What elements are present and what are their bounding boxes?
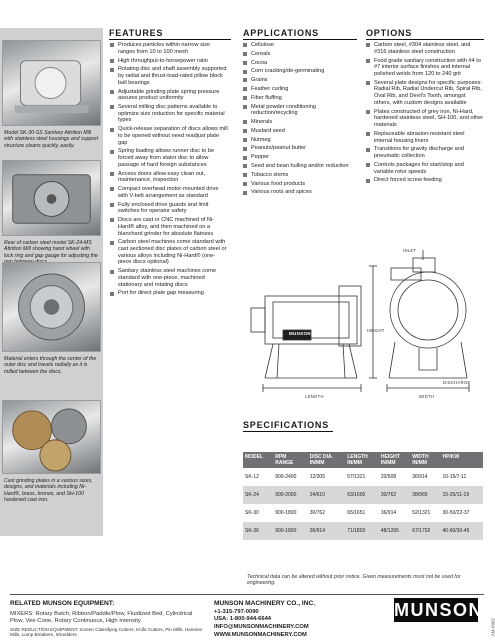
feature-item: Discs are cast or CNC machined of Ni-Hard® alloy, and then machined on a blanchard grinder for absolute flatness — [110, 217, 228, 237]
phone-number: +1-315-797-0090 — [214, 609, 259, 615]
features-heading: FEATURES — [109, 28, 231, 40]
table-cell: 52/1321 — [412, 510, 431, 516]
options-list — [366, 42, 484, 186]
application-item: Peanuts/peanut butter — [243, 145, 355, 152]
application-item: Various food products — [243, 181, 355, 188]
application-item: Mustard seed — [243, 128, 355, 135]
application-item: Metal powder conditioning reduction/recycling — [243, 104, 355, 117]
table-cell: SK-36 — [243, 522, 273, 540]
dimension-diagram — [243, 238, 483, 418]
grinding-plates-photo — [2, 400, 101, 474]
rear-mill-photo — [2, 160, 101, 236]
table-cell: 24/610 — [308, 486, 345, 504]
application-item: Tobacco stems — [243, 172, 355, 179]
feature-item: Produces particles within narrow size ranges from 10 to 100 mesh — [110, 42, 228, 55]
table-row — [243, 486, 483, 504]
diagram-brand-label: MUNSON — [289, 331, 311, 336]
table-cell: 40-60/30-45 — [441, 522, 484, 540]
table-cell: 20/508 — [380, 474, 397, 480]
table-cell: SK-12 — [245, 474, 259, 480]
header-height: HEIGHT IN/MM — [379, 452, 410, 468]
spec-header-row — [243, 452, 483, 468]
feature-item: Access doors allow easy clean out, maintenance, inspection — [110, 171, 228, 184]
option-item: Replaceable abrasion-resistant steel internal housing liners — [366, 131, 484, 144]
table-cell: 12/305 — [309, 474, 325, 480]
application-item: Various roots and spices — [243, 189, 355, 196]
features-list — [110, 42, 228, 299]
table-row — [243, 504, 483, 522]
diagram-length-label: LENGTH — [305, 394, 324, 399]
photo-caption-1: Model SK-30-SS Sanitary Attrition Mill with stainless steel housings and support structure cleans quickly, easily. — [4, 130, 99, 149]
table-cell: 65/1651 — [347, 510, 366, 516]
diagram-width-label: WIDTH — [419, 394, 435, 399]
application-item: Cellulose — [243, 42, 355, 49]
feature-item: Compact overhead motor-mounted drive with V-belt arrangement as standard — [110, 186, 228, 199]
document-id: AM-0902 — [490, 618, 495, 637]
company-name: MUNSON MACHINERY CO., INC. — [214, 600, 316, 607]
application-item: Fiber fluffing — [243, 95, 355, 102]
application-item: Corn cracking/de-germinating — [243, 68, 355, 75]
sanitary-mill-photo — [2, 40, 101, 126]
feature-item: Several milling disc patterns available to optimize size reduction for specific material types — [110, 104, 228, 124]
table-row — [243, 468, 483, 486]
email-link[interactable]: INFO@MUNSONMACHINERY.COM — [214, 624, 309, 630]
option-item: Food grade sanitary construction with #4 to #7 interior surface finishes and internal polished welds from 120 to 240 grit — [366, 58, 484, 78]
table-cell: 36/914 — [380, 510, 397, 516]
option-item: Carbon steel, #304 stainless steel, and #316 stainless steel construction — [366, 42, 484, 55]
table-cell: 900-1800 — [273, 522, 307, 540]
option-item: Direct forced screw feeding — [366, 177, 484, 184]
photo-caption-3: Material enters through the center of the outer disc and travels radially as it is milled between the discs. — [4, 356, 97, 375]
footer-divider — [10, 594, 484, 595]
option-item: Several plate designs for specific purposes: Radial Rib, Radial Undercut Rib, Spiral Rib, Oval Rib, and Devil's Tooth, amongst others, with custom designs available — [366, 80, 484, 107]
table-cell: 900-2400 — [275, 474, 297, 480]
header-width: WIDTH IN/MM — [410, 452, 440, 468]
specifications-heading: SPECIFICATIONS — [243, 420, 333, 432]
feature-item: High throughput-to-horsepower ratio — [110, 58, 228, 65]
photo-caption-4: Cast grinding plates in a various sizes, designs, and materials including Ni-Hard®, brass, bronze, and SH-100 hardened cast iron. — [4, 478, 93, 504]
open-mill-photo — [2, 262, 101, 352]
application-item: Nutmeg — [243, 137, 355, 144]
table-cell: 30-50/22-37 — [442, 510, 470, 516]
diagram-discharge-label: DISCHARGE — [443, 380, 471, 385]
diagram-inlet-label: INLET — [403, 248, 417, 253]
specifications-table — [243, 452, 483, 540]
table-cell: 36/914 — [308, 522, 345, 540]
table-cell: 36/914 — [412, 474, 428, 480]
table-cell: 67/1702 — [410, 522, 440, 540]
feature-item: Rotating disc and shaft assembly supported by radial and thrust-load-rated pillow block ball bearings — [110, 66, 228, 86]
table-cell: 900-1800 — [275, 510, 297, 516]
options-heading: OPTIONS — [366, 28, 484, 40]
option-item: Controls packages for start/stop and variable rotor speeds — [366, 162, 484, 175]
application-item: Grains — [243, 77, 355, 84]
table-cell: 48/1265 — [379, 522, 410, 540]
table-cell: 15-25/11-19 — [441, 486, 484, 504]
table-cell: 10-15/7-11 — [442, 474, 467, 480]
feature-item: Port for direct plate gap measuring — [110, 290, 228, 297]
application-item: Cocoa — [243, 60, 355, 67]
technical-data-note: Technical data can be altered without prior notice. Given measurements must not be used for engineering. — [247, 574, 461, 587]
application-item: Pepper — [243, 154, 355, 161]
table-cell: 30/762 — [309, 510, 325, 516]
photo-caption-2: Rear of carbon steel model SK-24-MS Attrition Mill showing hand wheel with lock ring and gap gauge for adjusting the — [4, 240, 98, 259]
option-item: Plates constructed of grey iron, Ni-Hard, hardened stainless steel, SH-100, and other materials — [366, 109, 484, 129]
table-row — [243, 522, 483, 540]
application-item: Seed and bean hulling and/or reduction — [243, 163, 355, 170]
applications-list — [243, 42, 355, 198]
table-cell: SK-24 — [243, 486, 273, 504]
header-hp-kw: HP/KW — [441, 452, 484, 468]
related-equipment-title: RELATED MUNSON EQUIPMENT: — [10, 600, 115, 607]
option-item: Transitions for gravity discharge and pneumatic collection — [366, 146, 484, 159]
table-cell: 71/1803 — [345, 522, 379, 540]
header-disc-dia: DISC DIA. IN/MM — [308, 452, 345, 468]
mixers-text: MIXERS: Rotary Batch, Ribbon/Paddle/Plow, Fluidized Bed, Cylindrical Plow, Vee-Cone, Rotary Continuous, High Intensity — [10, 611, 193, 625]
diagram-height-label: HEIGHT — [367, 328, 385, 333]
feature-item: Spring loading allows runner disc to be forced away from stator disc to allow passage of hard foreign substances — [110, 148, 228, 168]
header-length: LENGTH IN/MM — [345, 452, 379, 468]
feature-item: Adjustable grinding plate spring pressure assures product uniformity — [110, 89, 228, 102]
table-cell: 38/965 — [410, 486, 440, 504]
munson-logo: MUNSON — [394, 600, 483, 620]
mill-line-drawing — [243, 238, 483, 418]
table-cell: 57/1321 — [347, 474, 366, 480]
application-item: Feather curling — [243, 86, 355, 93]
application-item: Cereals — [243, 51, 355, 58]
usa-phone-number: USA: 1-800-944-6644 — [214, 616, 272, 622]
applications-heading: APPLICATIONS — [243, 28, 357, 40]
table-cell: 30/762 — [379, 486, 410, 504]
header-model: MODEL — [243, 452, 273, 468]
size-reduction-text: SIZE REDUCTION EQUIPMENT: Screen Classifying Cutters, Knife Cutters, Pin Mills, Hammer Mills, Lump Breakers, Shredders — [10, 627, 203, 638]
feature-item: Fully enclosed drive guards and limit switches for operator safety — [110, 202, 228, 215]
table-cell: SK-30 — [245, 510, 259, 516]
feature-item: Quick-release separation of discs allows mill to be opened without need readjust plate gap — [110, 126, 228, 146]
feature-item: Sanitary stainless steel machines come standard with one-piece, machined stationary and rotating discs — [110, 268, 228, 288]
website-link[interactable]: WWW.MUNSONMACHINERY.COM — [214, 632, 307, 638]
application-item: Minerals — [243, 119, 355, 126]
table-cell: 900-2000 — [273, 486, 307, 504]
table-cell: 63/1600 — [345, 486, 379, 504]
header-rpm: RPM RANGE — [273, 452, 307, 468]
feature-item: Carbon steel machines come standard with cast sectioned disc plates of carbon steel or various alloys including Ni-Hard® (one-piece discs optional) — [110, 239, 228, 266]
